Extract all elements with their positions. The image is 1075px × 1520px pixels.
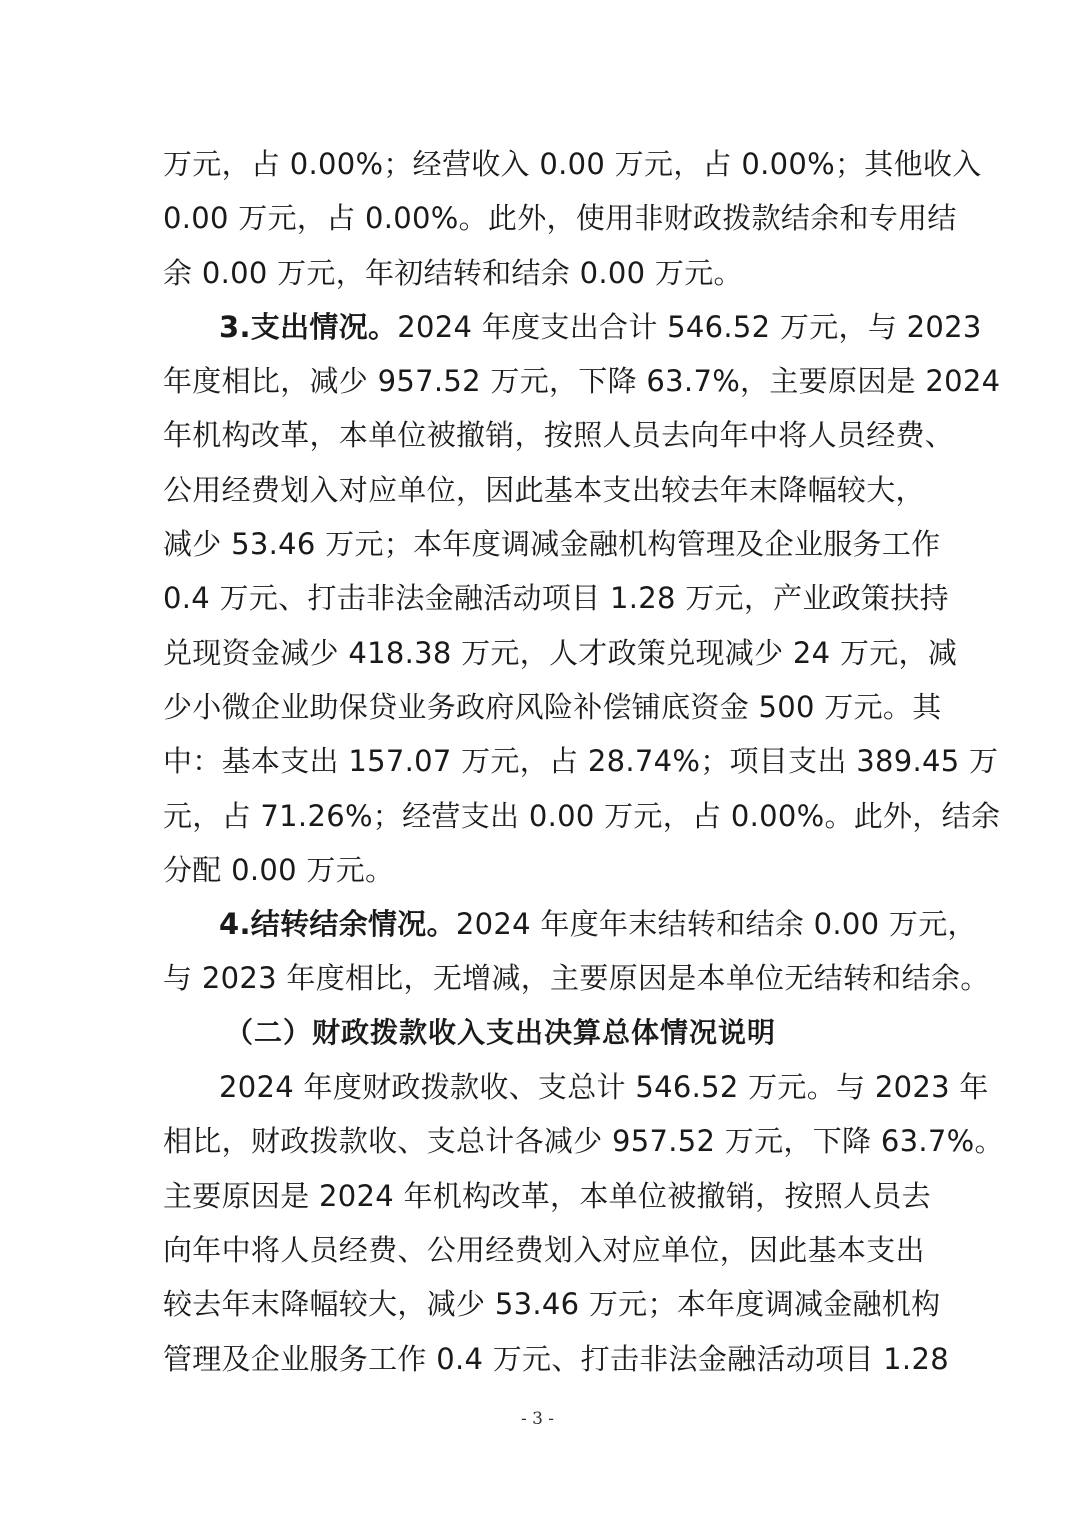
paragraph-line: 余 0.00 万元，年初结转和结余 0.00 万元。 (163, 255, 743, 290)
paragraph-line: 公用经费划入对应单位，因此基本支出较去年末降幅较大， (163, 472, 925, 507)
paragraph-line: 分配 0.00 万元。 (163, 852, 395, 887)
paragraph-line: 年机构改革，本单位被撤销，按照人员去向年中将人员经费、 (163, 418, 955, 453)
paragraph-line: 0.00 万元，占 0.00%。此外，使用非财政拨款结余和专用结 (163, 201, 957, 236)
paragraph-text: 2024 年度年末结转和结余 0.00 万元， (455, 907, 977, 942)
section-heading: （二）财政拨款收入支出决算总体情况说明 (225, 1015, 777, 1049)
inline-heading: 3.支出情况。 (219, 309, 398, 344)
paragraph-line: 与 2023 年度相比，无增减，主要原因是本单位无结转和结余。 (163, 961, 990, 996)
paragraph-line: 管理及企业服务工作 0.4 万元、打击非法金融活动项目 1.28 (163, 1341, 949, 1376)
paragraph-line: 万元，占 0.00%；经营收入 0.00 万元，占 0.00%；其他收入 (163, 147, 982, 181)
paragraph-line: 主要原因是 2024 年机构改革，本单位被撤销，按照人员去 (163, 1178, 931, 1213)
paragraph-line: 较去年末降幅较大，减少 53.46 万元；本年度调减金融机构 (163, 1287, 941, 1322)
paragraph-line: 年度相比，减少 957.52 万元，下降 63.7%，主要原因是 2024 (163, 364, 1001, 399)
paragraph-line: 元，占 71.26%；经营支出 0.00 万元，占 0.00%。此外，结余 (163, 798, 1001, 833)
paragraph-line: 中：基本支出 157.07 万元，占 28.74%；项目支出 389.45 万 (163, 744, 999, 779)
paragraph-line (163, 300, 982, 354)
paragraph-line: 向年中将人员经费、公用经费划入对应单位，因此基本支出 (163, 1232, 925, 1267)
page-number: - 3 - (520, 1409, 555, 1429)
paragraph-line: 少小微企业助保贷业务政府风险补偿铺底资金 500 万元。其 (163, 689, 942, 724)
paragraph-line: 相比，财政拨款收、支总计各减少 957.52 万元，下降 63.7%。 (163, 1124, 1004, 1159)
paragraph-line: 兑现资金减少 418.38 万元，人才政策兑现减少 24 万元，减 (163, 635, 958, 670)
paragraph-line: 2024 年度财政拨款收、支总计 546.52 万元。与 2023 年 (219, 1070, 989, 1105)
paragraph-line: 0.4 万元、打击非法金融活动项目 1.28 万元，产业政策扶持 (163, 581, 949, 616)
inline-heading: 4.结转结余情况。 (219, 907, 456, 942)
paragraph-line: 减少 53.46 万元；本年度调减金融机构管理及企业服务工作 (163, 527, 941, 562)
paragraph-line (163, 897, 977, 951)
paragraph-text: 2024 年度支出合计 546.52 万元，与 2023 (397, 309, 982, 344)
body-text (163, 137, 1004, 1386)
